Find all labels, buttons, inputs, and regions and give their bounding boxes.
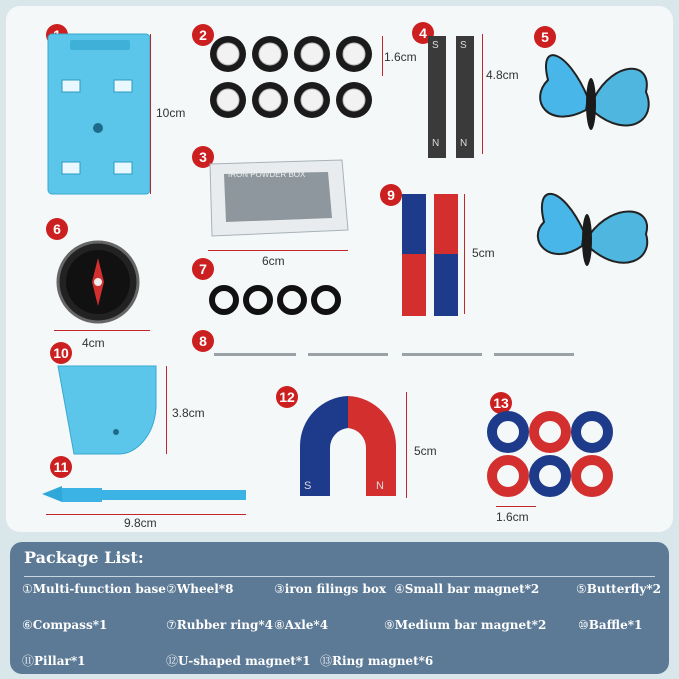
wheel-hub (259, 89, 281, 111)
badge-9: 9 (380, 184, 402, 206)
pillar (38, 480, 250, 510)
wheel-hub (217, 89, 239, 111)
small-magnet-height-dim: 4.8cm (486, 68, 519, 82)
badge-13: 13 (490, 392, 512, 414)
badge-10: 10 (50, 342, 72, 364)
package-item: ①Multi-function base (22, 582, 166, 596)
u-magnet-height-dim: 5cm (414, 444, 437, 458)
compass (52, 240, 146, 326)
wheel-dim-line (382, 36, 383, 76)
package-item: ④Small bar magnet*2 (394, 582, 540, 596)
small-magnet-s-top-2: S (460, 40, 467, 51)
butterfly-bottom (526, 176, 661, 288)
compass-dim-line (54, 330, 150, 331)
badge-3: 3 (192, 146, 214, 168)
wheel-dim: 1.6cm (384, 50, 417, 64)
wheel-hub (343, 89, 365, 111)
badge-11: 11 (50, 456, 72, 478)
multi-function-base (44, 30, 156, 200)
package-item: ⑩Baffle*1 (578, 618, 643, 632)
butterfly-top (528, 40, 663, 155)
badge-7: 7 (192, 258, 214, 280)
medium-magnet-height-dim: 5cm (472, 246, 495, 260)
package-item: ⑨Medium bar magnet*2 (384, 618, 547, 632)
ring-width-dim: 1.6cm (496, 510, 529, 524)
filings-box-label: IRON POWDER BOX (228, 170, 306, 179)
wheel-hub (301, 43, 323, 65)
box-dim-line (208, 250, 348, 251)
base-height-dim: 10cm (156, 106, 186, 120)
badge-4: 4 (412, 22, 434, 44)
package-item: ⑧Axle*4 (274, 618, 329, 632)
u-magnet-n-pole: N (376, 480, 384, 492)
medium-bar-magnets (398, 190, 468, 324)
wheel-hub (301, 89, 323, 111)
wheel-hub (217, 43, 239, 65)
package-item: ⑤Butterfly*2 (576, 582, 661, 596)
wheels (208, 34, 376, 124)
small-magnet-n-bottom-2: N (460, 138, 468, 149)
base-dim-line (150, 34, 151, 194)
small-magnet-dim-line (482, 34, 483, 154)
ring-dim-line (496, 506, 536, 507)
box-width-dim: 6cm (262, 254, 285, 268)
package-item: ③iron filings box (274, 582, 386, 596)
package-item: ⑥Compass*1 (22, 618, 108, 632)
baffle-height-dim: 3.8cm (172, 406, 205, 420)
package-list (10, 542, 669, 674)
compass-width-dim: 4cm (82, 336, 105, 350)
iron-filings-box (202, 154, 352, 244)
u-magnet-dim-line (406, 392, 407, 498)
badge-6: 6 (46, 218, 68, 240)
package-item: ⑬Ring magnet*6 (320, 654, 434, 668)
wheel-hub (259, 43, 281, 65)
rubber-rings (206, 282, 346, 318)
package-item: ⑪Pillar*1 (22, 654, 86, 668)
badge-2: 2 (192, 24, 214, 46)
badge-8: 8 (192, 330, 214, 352)
package-title: Package List: (24, 548, 144, 567)
pillar-width-dim: 9.8cm (124, 516, 157, 530)
package-item: ⑦Rubber ring*4 (166, 618, 273, 632)
package-divider (24, 576, 655, 577)
axles (210, 350, 580, 360)
baffle-dim-line (166, 366, 167, 454)
badge-5: 5 (534, 26, 556, 48)
wheel-hub (343, 43, 365, 65)
u-magnet-s-pole: S (304, 480, 312, 492)
badge-12: 12 (276, 386, 298, 408)
ring-magnets (486, 410, 626, 500)
package-item: ⑫U-shaped magnet*1 (166, 654, 311, 668)
small-magnet-n-bottom: N (432, 138, 440, 149)
medium-magnet-dim-line (464, 194, 465, 314)
baffle (54, 358, 164, 458)
small-magnet-s-top: S (432, 40, 439, 51)
package-item: ②Wheel*8 (166, 582, 234, 596)
pillar-dim-line (46, 514, 246, 515)
